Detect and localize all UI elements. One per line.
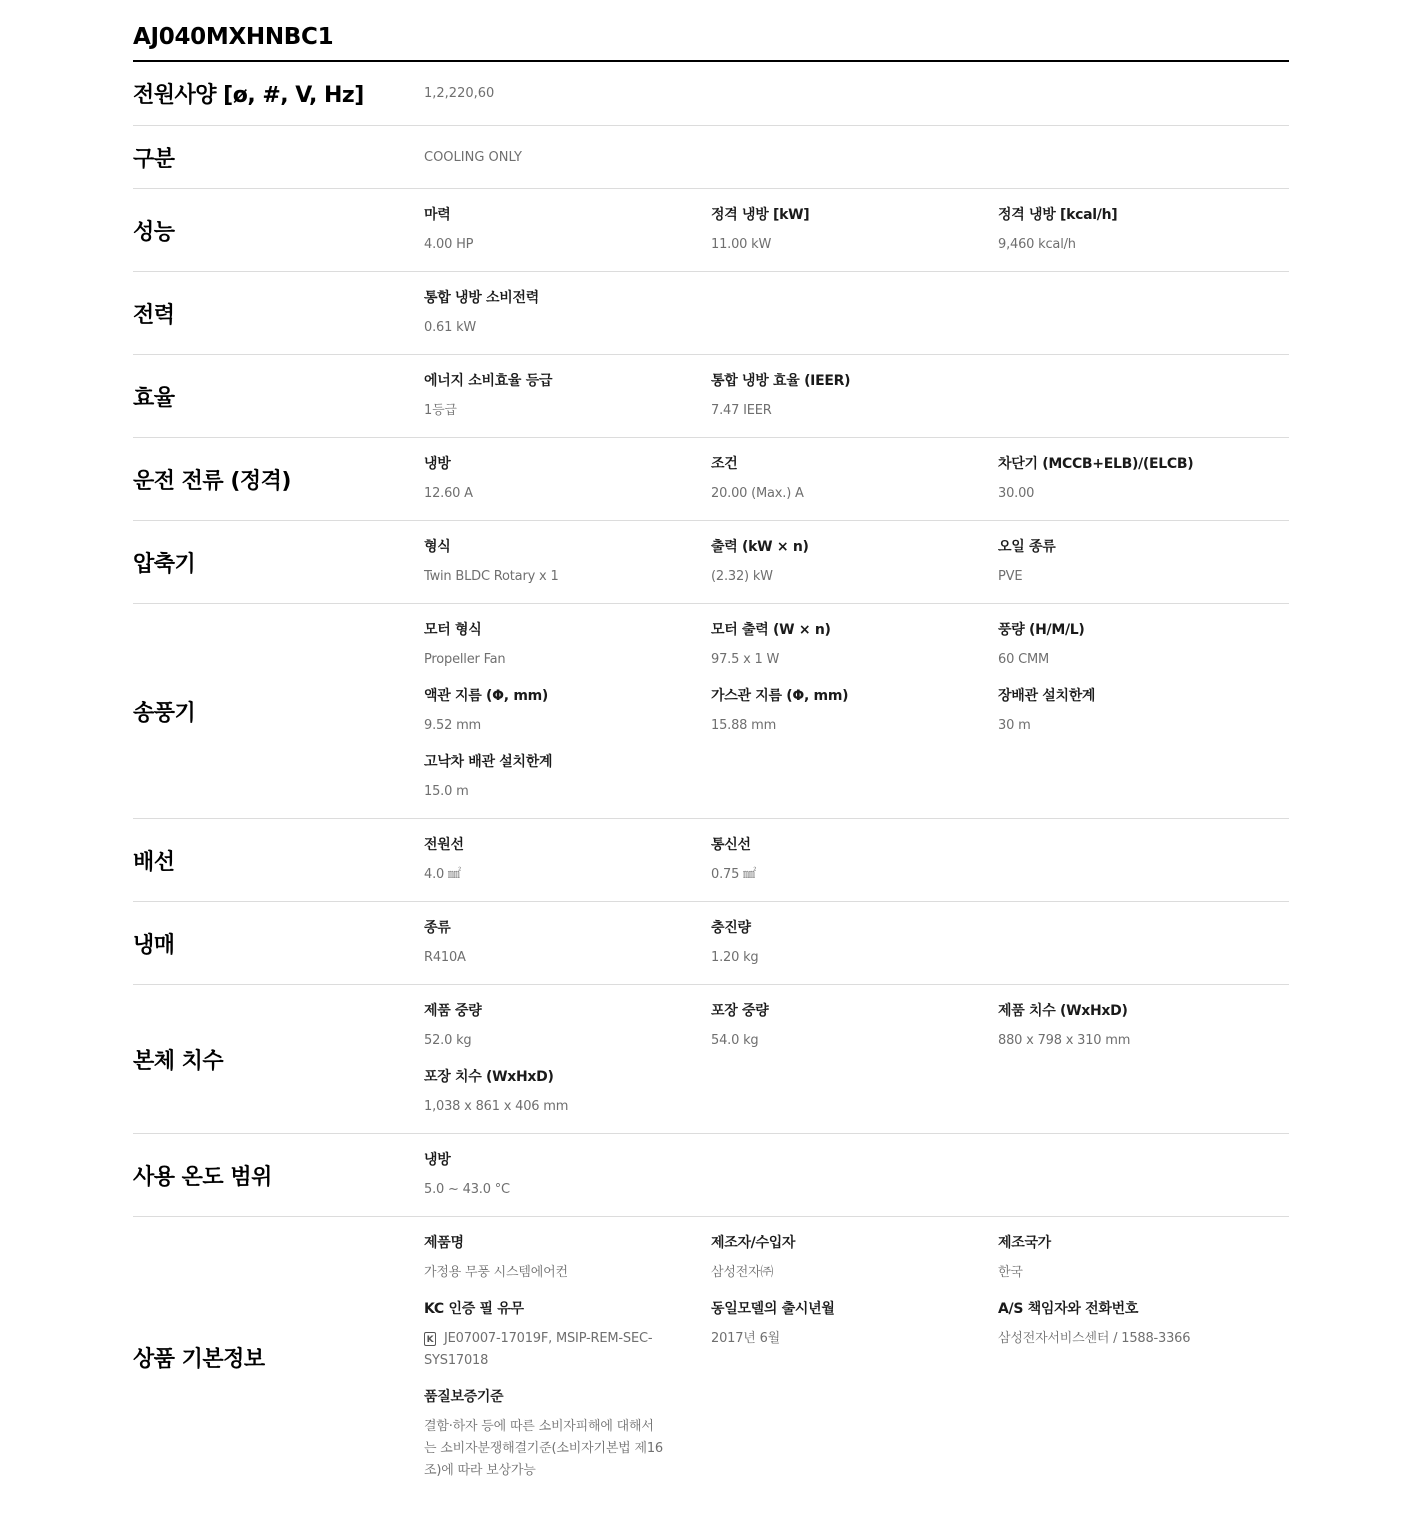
spec-category: 전력 (133, 302, 175, 328)
spec-category: 구분 (133, 146, 175, 172)
spec-item (424, 918, 711, 984)
spec-values (424, 272, 1289, 354)
spec-value: Twin BLDC Rotary x 1 (424, 569, 559, 584)
spec-label: 장배관 설치한계 (998, 688, 1096, 704)
spec-label: 제품명 (424, 1235, 464, 1251)
spec-values (424, 62, 1289, 125)
kc-cert-number: JE07007-17019F, MSIP-REM-SEC-SYS17018 (424, 1331, 653, 1368)
spec-item (711, 620, 998, 686)
spec-category: 효율 (133, 385, 175, 411)
spec-category: 냉매 (133, 932, 175, 958)
spec-item (424, 1299, 711, 1387)
spec-item (424, 371, 711, 437)
spec-label: 종류 (424, 920, 451, 936)
spec-row-power-spec (133, 62, 1289, 126)
spec-row-refrigerant (133, 902, 1289, 985)
spec-row-fan (133, 604, 1289, 819)
spec-label: 포장 치수 (WxHxD) (424, 1069, 554, 1085)
spec-label: 충진량 (711, 920, 751, 936)
spec-label: 품질보증기준 (424, 1389, 504, 1405)
spec-category: 압축기 (133, 551, 196, 577)
spec-item (711, 1299, 998, 1387)
spec-label: 정격 냉방 [kcal/h] (998, 207, 1118, 223)
spec-item (424, 835, 711, 901)
spec-item (711, 1233, 998, 1299)
kc-certification-icon: K (424, 1332, 436, 1346)
spec-label: 풍량 (H/M/L) (998, 622, 1085, 638)
spec-item (998, 1233, 1289, 1299)
spec-label: 전원선 (424, 837, 464, 853)
spec-label: 제조국가 (998, 1235, 1051, 1251)
spec-value: COOLING ONLY (424, 149, 522, 165)
spec-label: 제조자/수입자 (711, 1235, 796, 1251)
spec-value: 9.52 mm (424, 718, 482, 733)
spec-item (998, 1001, 1289, 1067)
spec-label: 에너지 소비효율 등급 (424, 373, 553, 389)
spec-label: 냉방 (424, 456, 451, 472)
spec-value: 11.00 kW (711, 237, 772, 252)
spec-label: 고낙차 배관 설치한계 (424, 754, 553, 770)
spec-item (711, 205, 998, 271)
spec-values (424, 604, 1289, 818)
spec-value: 2017년 6월 (711, 1331, 781, 1346)
spec-label: KC 인증 필 유무 (424, 1301, 524, 1317)
spec-item (424, 1233, 711, 1299)
spec-item (424, 1387, 711, 1497)
spec-item (711, 537, 998, 603)
spec-label: 가스관 지름 (Φ, mm) (711, 688, 849, 704)
spec-values (424, 1134, 1289, 1216)
spec-values (424, 355, 1289, 437)
spec-value: 9,460 kcal/h (998, 237, 1076, 252)
spec-row-basic-info (133, 1217, 1289, 1497)
spec-values (424, 189, 1289, 271)
spec-value: 0.61 kW (424, 320, 477, 335)
spec-value: 20.00 (Max.) A (711, 486, 804, 501)
spec-value: 30 m (998, 718, 1031, 733)
spec-values (424, 819, 1289, 901)
spec-item (998, 1299, 1289, 1387)
spec-value: 4.0 ㎟ (424, 867, 461, 882)
spec-label: 차단기 (MCCB+ELB)/(ELCB) (998, 456, 1194, 472)
spec-label: A/S 책임자와 전화번호 (998, 1301, 1139, 1317)
spec-values (424, 438, 1289, 520)
spec-row-performance (133, 189, 1289, 272)
spec-value: 1,2,220,60 (424, 86, 495, 101)
spec-item (424, 537, 711, 603)
spec-row-temperature-range (133, 1134, 1289, 1217)
spec-value: 1등급 (424, 403, 457, 418)
spec-value (424, 1328, 664, 1372)
spec-row-type (133, 126, 1289, 189)
spec-item (711, 454, 998, 520)
spec-item (424, 1001, 711, 1067)
spec-values (424, 985, 1289, 1133)
spec-value: Propeller Fan (424, 652, 506, 667)
spec-item (424, 686, 711, 752)
spec-category: 운전 전류 (정격) (133, 468, 291, 494)
spec-value: 15.88 mm (711, 718, 777, 733)
spec-item (711, 686, 998, 752)
spec-row-compressor (133, 521, 1289, 604)
spec-values (424, 902, 1289, 984)
spec-item (424, 1067, 711, 1133)
spec-value: 결함·하자 등에 따른 소비자피해에 대해서는 소비자분쟁해결기준(소비자기본법 제16조)에 따라 보상가능 (424, 1419, 663, 1478)
spec-category: 송풍기 (133, 700, 196, 726)
spec-value: 한국 (998, 1265, 1023, 1280)
spec-item (424, 454, 711, 520)
spec-label: 제품 치수 (WxHxD) (998, 1003, 1128, 1019)
spec-label: 모터 출력 (W × n) (711, 622, 831, 638)
spec-values (424, 126, 1289, 188)
spec-row-wiring (133, 819, 1289, 902)
spec-value: (2.32) kW (711, 569, 773, 584)
spec-label: 조건 (711, 456, 738, 472)
spec-values (424, 521, 1289, 603)
spec-label: 출력 (kW × n) (711, 539, 809, 555)
spec-value: PVE (998, 569, 1023, 584)
spec-value: 가정용 무풍 시스템에어컨 (424, 1265, 568, 1280)
spec-value: 7.47 IEER (711, 403, 772, 418)
spec-item (424, 288, 711, 354)
spec-value: 5.0 ~ 43.0 °C (424, 1182, 510, 1197)
spec-label: 냉방 (424, 1152, 451, 1168)
spec-value: R410A (424, 950, 466, 965)
spec-label: 통신선 (711, 837, 751, 853)
spec-row-efficiency (133, 355, 1289, 438)
spec-value: 1.20 kg (711, 950, 759, 965)
spec-label: 포장 중량 (711, 1003, 769, 1019)
spec-item (711, 835, 998, 901)
spec-category: 성능 (133, 219, 175, 245)
spec-value: 54.0 kg (711, 1033, 759, 1048)
spec-container (133, 0, 1289, 1497)
spec-value: 30.00 (998, 486, 1035, 501)
spec-row-dimensions (133, 985, 1289, 1134)
spec-item (711, 371, 998, 437)
spec-item (998, 454, 1289, 520)
spec-value: 1,038 x 861 x 406 mm (424, 1099, 569, 1114)
spec-category: 전원사양 [ø, #, V, Hz] (133, 83, 364, 108)
spec-item (711, 918, 998, 984)
spec-value: 15.0 m (424, 784, 469, 799)
spec-label: 통합 냉방 소비전력 (424, 290, 539, 306)
spec-value: 0.75 ㎟ (711, 867, 756, 882)
spec-label: 제품 중량 (424, 1003, 482, 1019)
spec-item (424, 620, 711, 686)
spec-label: 모터 형식 (424, 622, 482, 638)
spec-label: 마력 (424, 207, 451, 223)
spec-item (424, 205, 711, 271)
spec-item (998, 686, 1289, 752)
spec-label: 오일 종류 (998, 539, 1056, 555)
spec-value: 삼성전자서비스센터 / 1588-3366 (998, 1331, 1191, 1346)
spec-label: 형식 (424, 539, 451, 555)
spec-value: 60 CMM (998, 652, 1049, 667)
spec-category: 사용 온도 범위 (133, 1164, 272, 1190)
spec-item (711, 1001, 998, 1067)
spec-label: 정격 냉방 [kW] (711, 207, 810, 223)
spec-category: 상품 기본정보 (133, 1346, 265, 1372)
spec-value: 삼성전자㈜ (711, 1265, 774, 1280)
spec-item (424, 752, 711, 818)
spec-label: 액관 지름 (Φ, mm) (424, 688, 549, 704)
spec-item (998, 537, 1289, 603)
spec-values (424, 1217, 1289, 1497)
spec-label: 동일모델의 출시년월 (711, 1301, 835, 1317)
spec-item (998, 205, 1289, 271)
spec-category: 배선 (133, 849, 175, 875)
spec-value: 880 x 798 x 310 mm (998, 1033, 1131, 1048)
spec-row-operating-current (133, 438, 1289, 521)
spec-value: 12.60 A (424, 486, 473, 501)
spec-label: 통합 냉방 효율 (IEER) (711, 373, 851, 389)
spec-row-power (133, 272, 1289, 355)
spec-item (998, 620, 1289, 686)
model-title: AJ040MXHNBC1 (133, 0, 1289, 62)
spec-value: 52.0 kg (424, 1033, 472, 1048)
spec-item (424, 1150, 711, 1216)
spec-value: 4.00 HP (424, 237, 474, 252)
spec-value: 97.5 x 1 W (711, 652, 780, 667)
spec-category: 본체 치수 (133, 1048, 224, 1074)
